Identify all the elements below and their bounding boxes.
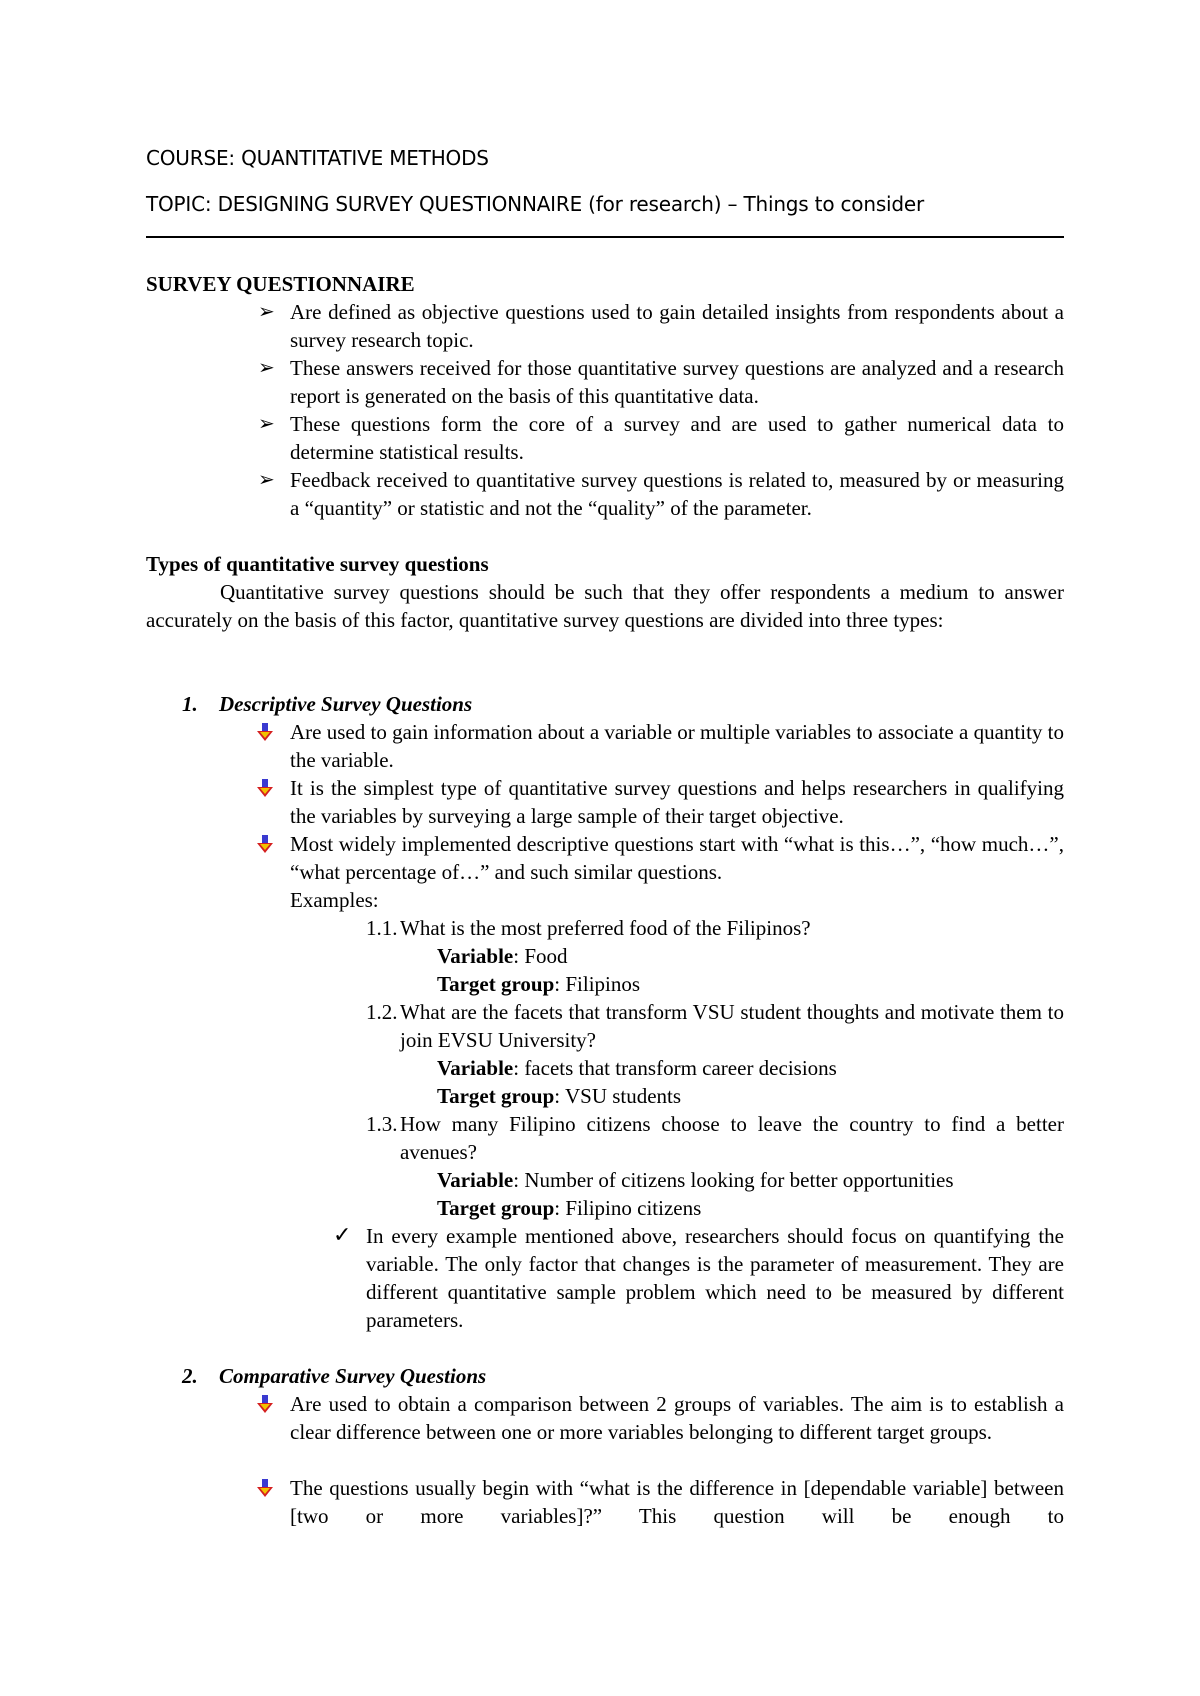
- arrow-right-icon: ➢: [258, 469, 275, 491]
- section-number: 1.: [182, 692, 198, 716]
- arrow-right-icon: ➢: [258, 413, 275, 435]
- example-number: 1.2.: [366, 1000, 398, 1024]
- survey-bullet: These answers received for those quantitative survey questions are analyzed and a research report is generated on the basis of this quantitative data.: [290, 356, 1064, 408]
- check-icon: ✓: [333, 1222, 352, 1247]
- example-question: What are the facets that transform VSU student thoughts and motivate them to join EVSU University?: [400, 1000, 1064, 1052]
- descriptive-bullet: Most widely implemented descriptive questions start with “what is this…”, “how much…”, “what percentage of…” and such similar questions.: [290, 832, 1064, 884]
- example-variable: Variable: Food: [437, 944, 568, 968]
- example-variable: Variable: facets that transform career decisions: [437, 1056, 837, 1080]
- example-target-group: Target group: Filipinos: [437, 972, 641, 996]
- section-number: 2.: [182, 1364, 198, 1388]
- survey-title: SURVEY QUESTIONNAIRE: [146, 272, 415, 296]
- comparative-title: Comparative Survey Questions: [219, 1364, 487, 1388]
- course-line: COURSE: QUANTITATIVE METHODS: [146, 146, 489, 170]
- down-arrow-icon: [256, 778, 274, 798]
- examples-label: Examples:: [290, 888, 379, 912]
- comparative-bullet: The questions usually begin with “what is the difference in [dependable variable] between [two or more variables]?” This question will be enough to: [290, 1476, 1064, 1528]
- down-arrow-icon: [256, 834, 274, 854]
- types-intro: Quantitative survey questions should be such that they offer respondents a medium to answer accurately on the basis of this factor, quantitative survey questions are divided into three types:: [146, 580, 1064, 632]
- survey-bullet: These questions form the core of a survey and are used to gather numerical data to determine statistical results.: [290, 412, 1064, 464]
- down-arrow-icon: [256, 1478, 274, 1498]
- survey-bullet: Feedback received to quantitative survey questions is related to, measured by or measuring a “quantity” or statistic and not the “quality” of the parameter.: [290, 468, 1064, 520]
- example-question: How many Filipino citizens choose to leave the country to find a better avenues?: [400, 1112, 1064, 1164]
- types-title: Types of quantitative survey questions: [146, 552, 489, 576]
- descriptive-note: In every example mentioned above, researchers should focus on quantifying the variable. The only factor that changes is the parameter of measurement. They are different quantitative sample problem which need to be measured by different parameters.: [366, 1224, 1064, 1332]
- topic-line: TOPIC: DESIGNING SURVEY QUESTIONNAIRE (for research) – Things to consider: [146, 192, 925, 216]
- example-target-group: Target group: VSU students: [437, 1084, 682, 1108]
- descriptive-bullet: Are used to gain information about a variable or multiple variables to associate a quantity to the variable.: [290, 720, 1064, 772]
- comparative-bullet: Are used to obtain a comparison between 2 groups of variables. The aim is to establish a clear difference between one or more variables belonging to different target groups.: [290, 1392, 1064, 1444]
- descriptive-title: Descriptive Survey Questions: [219, 692, 473, 716]
- down-arrow-icon: [256, 1394, 274, 1414]
- example-question: What is the most preferred food of the Filipinos?: [400, 916, 811, 940]
- arrow-right-icon: ➢: [258, 301, 275, 323]
- survey-bullet: Are defined as objective questions used to gain detailed insights from respondents about a survey research topic.: [290, 300, 1064, 352]
- down-arrow-icon: [256, 722, 274, 742]
- example-target-group: Target group: Filipino citizens: [437, 1196, 702, 1220]
- descriptive-bullet: It is the simplest type of quantitative survey questions and helps researchers in qualifying the variables by surveying a large sample of their target objective.: [290, 776, 1064, 828]
- example-number: 1.1.: [366, 916, 398, 940]
- example-number: 1.3.: [366, 1112, 398, 1136]
- header-divider: [146, 236, 1064, 238]
- example-variable: Variable: Number of citizens looking for better opportunities: [437, 1168, 954, 1192]
- arrow-right-icon: ➢: [258, 357, 275, 379]
